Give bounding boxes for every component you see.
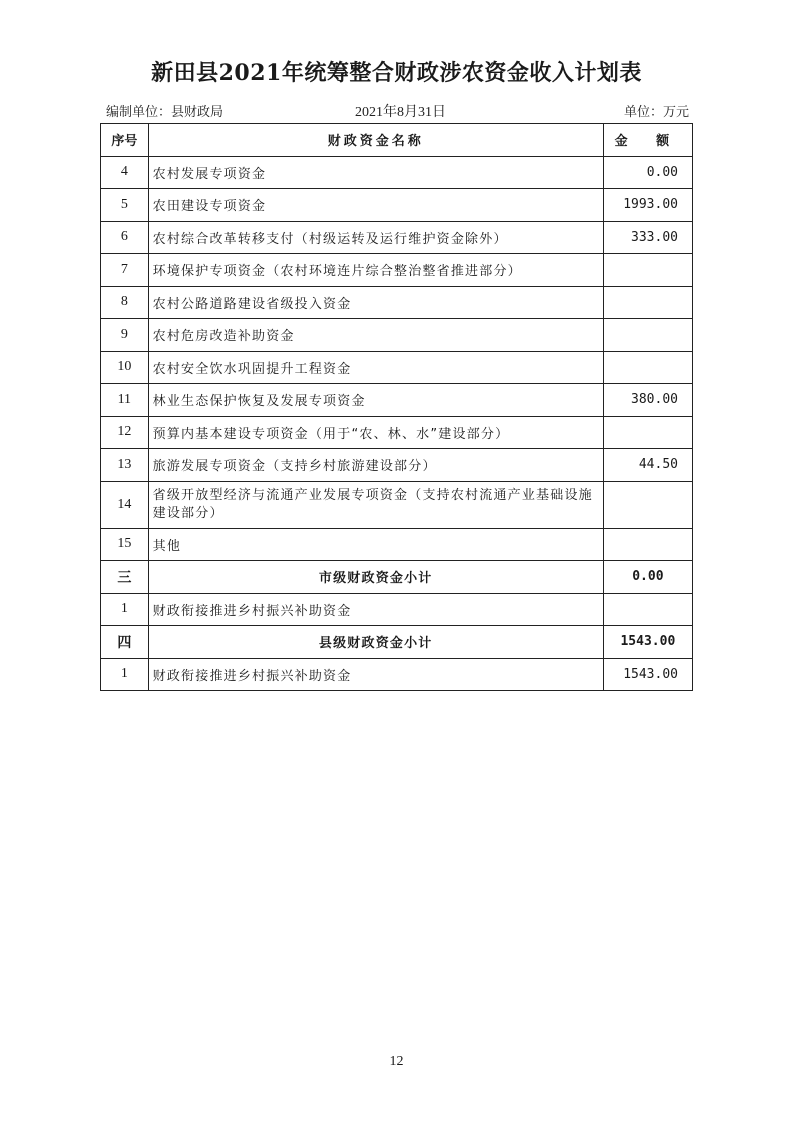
row-amount: 0.00 — [603, 156, 692, 189]
table-row — [101, 384, 693, 417]
row-amount: 1993.00 — [603, 189, 692, 222]
row-fund-name: 县级财政资金小计 — [148, 626, 603, 659]
row-serial-no: 三 — [101, 561, 149, 594]
row-amount: 44.50 — [603, 449, 692, 482]
row-serial-no: 1 — [101, 658, 149, 691]
row-serial-no: 10 — [101, 351, 149, 384]
row-fund-name: 农村公路道路建设省级投入资金 — [148, 286, 603, 319]
row-fund-name: 环境保护专项资金（农村环境连片综合整治整省推进部分） — [148, 254, 603, 287]
row-amount: 1543.00 — [603, 658, 692, 691]
row-serial-no: 6 — [101, 221, 149, 254]
header-fund-name: 财政资金名称 — [148, 124, 603, 157]
subtotal-row-county — [101, 626, 693, 659]
row-amount — [603, 319, 692, 352]
table-row — [101, 351, 693, 384]
row-fund-name: 市级财政资金小计 — [148, 561, 603, 594]
row-serial-no: 1 — [101, 593, 149, 626]
row-serial-no: 15 — [101, 528, 149, 561]
row-amount — [603, 528, 692, 561]
row-serial-no: 13 — [101, 449, 149, 482]
row-fund-name: 农村安全饮水巩固提升工程资金 — [148, 351, 603, 384]
header-amount: 金 额 — [603, 124, 692, 157]
row-amount — [603, 593, 692, 626]
row-serial-no: 8 — [101, 286, 149, 319]
row-fund-name: 旅游发展专项资金（支持乡村旅游建设部分） — [148, 449, 603, 482]
funding-plan-table — [100, 123, 693, 691]
row-amount: 0.00 — [603, 561, 692, 594]
table-row — [101, 254, 693, 287]
table-row — [101, 528, 693, 561]
compiling-unit: 编制单位：县财政局 — [106, 105, 224, 120]
row-fund-name: 农村综合改革转移支付（村级运转及运行维护资金除外） — [148, 221, 603, 254]
row-amount: 1543.00 — [603, 626, 692, 659]
row-serial-no: 5 — [101, 189, 149, 222]
row-fund-name: 农村发展专项资金 — [148, 156, 603, 189]
row-amount — [603, 254, 692, 287]
row-serial-no: 14 — [101, 481, 149, 528]
row-amount — [603, 481, 692, 528]
row-serial-no: 四 — [101, 626, 149, 659]
row-serial-no: 4 — [101, 156, 149, 189]
document-date: 2021年8月31日 — [355, 105, 446, 120]
table-row — [101, 658, 693, 691]
table-row — [101, 481, 693, 528]
row-amount: 380.00 — [603, 384, 692, 417]
document-title: 新田县2021年统筹整合财政涉农资金收入计划表 — [151, 60, 642, 86]
row-fund-name: 财政衔接推进乡村振兴补助资金 — [148, 658, 603, 691]
table-row — [101, 189, 693, 222]
table-row — [101, 221, 693, 254]
table-row — [101, 156, 693, 189]
table-row — [101, 319, 693, 352]
row-fund-name: 农村危房改造补助资金 — [148, 319, 603, 352]
subtotal-row-municipal — [101, 561, 693, 594]
table-row — [101, 449, 693, 482]
row-fund-name: 林业生态保护恢复及发展专项资金 — [148, 384, 603, 417]
row-fund-name: 省级开放型经济与流通产业发展专项资金（支持农村流通产业基础设施建设部分） — [148, 481, 603, 528]
table-row — [101, 286, 693, 319]
row-amount: 333.00 — [603, 221, 692, 254]
row-amount — [603, 416, 692, 449]
row-serial-no: 7 — [101, 254, 149, 287]
table-header-row — [101, 124, 693, 157]
row-serial-no: 9 — [101, 319, 149, 352]
row-serial-no: 11 — [101, 384, 149, 417]
row-fund-name: 财政衔接推进乡村振兴补助资金 — [148, 593, 603, 626]
row-amount — [603, 286, 692, 319]
row-fund-name: 其他 — [148, 528, 603, 561]
table-row — [101, 416, 693, 449]
page-number: 12 — [389, 1054, 404, 1069]
amount-unit: 单位：万元 — [623, 105, 689, 120]
table-row — [101, 593, 693, 626]
header-serial-no: 序号 — [101, 124, 149, 157]
row-fund-name: 预算内基本建设专项资金（用于“农、林、水”建设部分） — [148, 416, 603, 449]
row-fund-name: 农田建设专项资金 — [148, 189, 603, 222]
row-serial-no: 12 — [101, 416, 149, 449]
row-amount — [603, 351, 692, 384]
